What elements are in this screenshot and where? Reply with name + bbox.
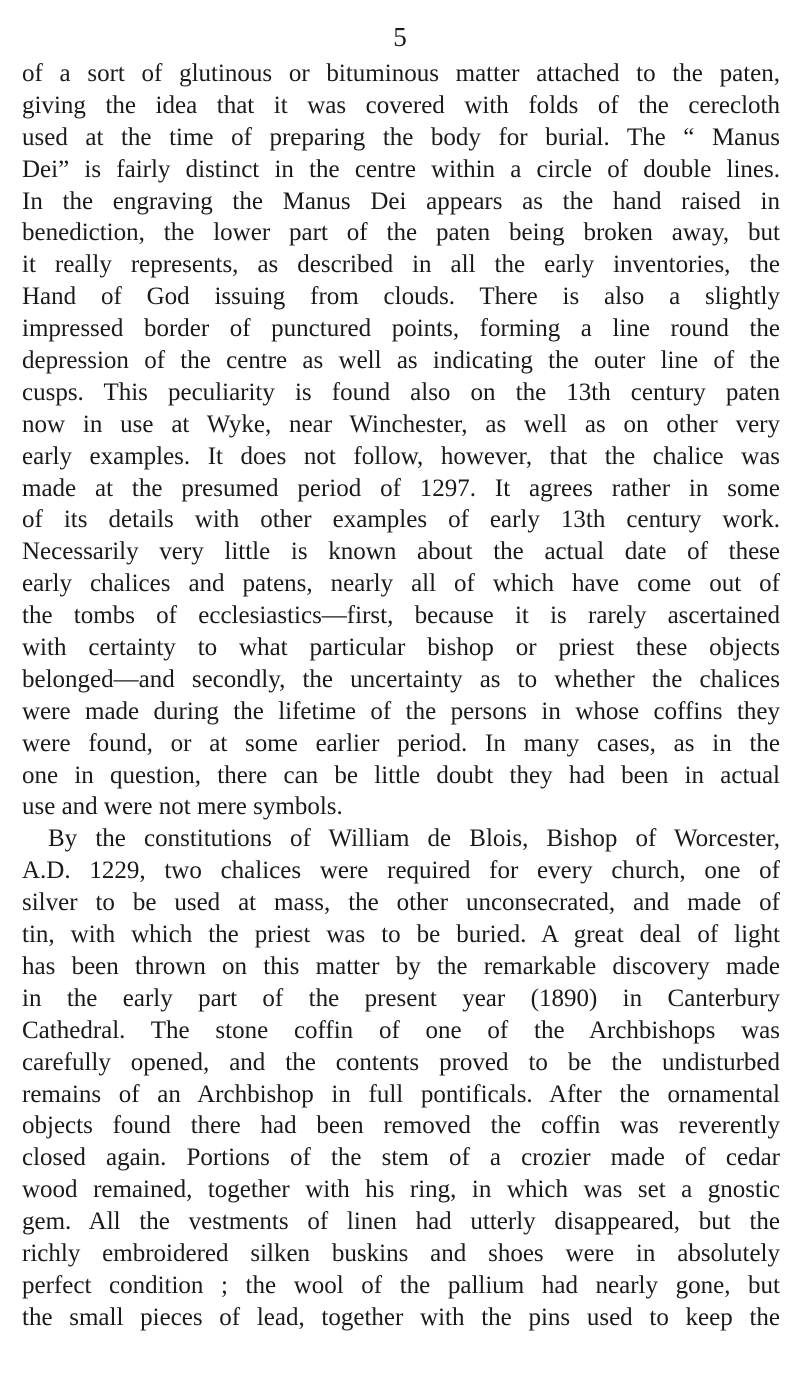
text-line: wood remained, together with his ring, in which was set a gnostic [22,1176,780,1204]
text-line: made at the presumed period of 1297. It agrees rather in some [22,474,780,502]
text-line: carefully opened, and the contents proved to be the undisturbed [22,1048,780,1076]
text-line: richly embroidered silken buskins and shoes were in absolutely [22,1239,780,1267]
text-line: remains of an Archbishop in full pontificals. After the ornamental [22,1080,780,1108]
text-line: now in use at Wyke, near Winchester, as well as on other very [22,410,780,438]
text-line: used at the time of preparing the body for burial. The “ Manus [22,123,780,151]
text-line: Hand of God issuing from clouds. There is also a slightly [22,283,780,311]
text-line: depression of the centre as well as indicating the outer line of the [22,347,780,375]
page-number: 5 [393,22,407,52]
text-line: silver to be used at mass, the other unconsecrated, and made of [22,889,780,917]
text-line: early chalices and patens, nearly all of which have come out of [22,570,780,598]
text-line: perfect condition ; the wool of the pallium had nearly gone, but [22,1271,780,1299]
text-line: cusps. This peculiarity is found also on the 13th century paten [22,378,780,406]
text-line: Cathedral. The stone coffin of one of the Archbishops was [22,1016,780,1044]
text-line: of its details with other examples of early 13th century work. [22,506,780,534]
text-line: in the early part of the present year (1890) in Canterbury [22,984,780,1012]
text-line: benediction, the lower part of the paten being broken away, but [22,219,780,247]
text-line: early examples. It does not follow, however, that the chalice was [22,442,780,470]
text-line: closed again. Portions of the stem of a crozier made of cedar [22,1144,780,1172]
text-line: one in question, there can be little doubt they had been in actual [22,761,780,789]
text-line: has been thrown on this matter by the remarkable discovery made [22,952,780,980]
text-line: the small pieces of lead, together with the pins used to keep the [22,1303,780,1331]
text-line: belonged—and secondly, the uncertainty as to whether the chalices [22,665,780,693]
text-line: the tombs of ecclesiastics—first, because it is rarely ascertained [22,602,780,630]
text-line: it really represents, as described in all the early inventories, the [22,251,780,279]
text-line: Dei” is fairly distinct in the centre within a circle of double lines. [22,155,780,183]
text-line: By the constitutions of William de Blois, Bishop of Worcester, [48,825,780,853]
text-line: Necessarily very little is known about the actual date of these [22,538,780,566]
text-line: giving the idea that it was covered with folds of the cerecloth [22,91,780,119]
text-line: gem. All the vestments of linen had utterly disappeared, but the [22,1208,780,1236]
text-line: were made during the lifetime of the persons in whose coffins they [22,697,780,725]
text-line: of a sort of glutinous or bituminous matter attached to the paten, [22,60,780,87]
text-line: impressed border of punctured points, forming a line round the [22,315,780,343]
text-line: with certainty to what particular bishop or priest these objects [22,634,780,662]
text-line: were found, or at some earlier period. In many cases, as in the [22,729,780,757]
body-text [22,58,780,1334]
text-line: In the engraving the Manus Dei appears as the hand raised in [22,187,780,215]
text-line: use and were not mere symbols. [22,793,343,821]
text-line: tin, with which the priest was to be buried. A great deal of light [22,921,780,949]
text-line: A.D. 1229, two chalices were required for every church, one of [22,857,780,885]
text-line: objects found there had been removed the coffin was reverently [22,1112,780,1140]
